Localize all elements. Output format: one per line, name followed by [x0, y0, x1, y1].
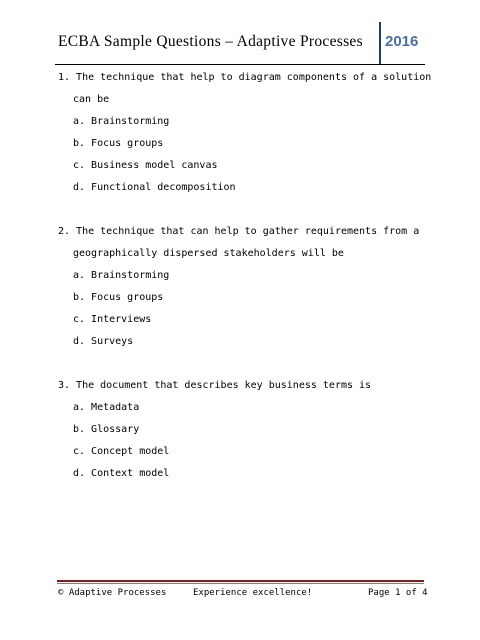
question-3-stem: 3. The document that describes key business terms is — [58, 380, 372, 391]
question-1-option-d: d. Functional decomposition — [73, 182, 236, 193]
footer-page-number: Page 1 of 4 — [368, 588, 428, 598]
question-3-option-b: b. Glossary — [73, 424, 140, 435]
question-1-option-c: c. Business model canvas — [73, 160, 218, 171]
question-2-option-a: a. Brainstorming — [73, 270, 170, 281]
question-2-option-d: d. Surveys — [73, 336, 134, 347]
question-2-option-b: b. Focus groups — [73, 292, 164, 303]
footer-rule — [57, 580, 424, 582]
footer-tagline: Experience excellence! — [193, 588, 313, 598]
footer-copyright: © Adaptive Processes — [58, 588, 167, 598]
page-header — [55, 22, 425, 65]
question-1-stem: 1. The technique that help to diagram components of a solution — [58, 72, 432, 83]
header-year: 2016 — [385, 33, 419, 50]
question-3-option-c: c. Concept model — [73, 446, 170, 457]
question-3-option-a: a. Metadata — [73, 402, 140, 413]
question-1-stem-cont: can be — [73, 94, 110, 105]
header-title: ECBA Sample Questions – Adaptive Processes — [58, 33, 363, 50]
header-separator — [379, 22, 381, 64]
question-2-stem: 2. The technique that can help to gather requirements from a — [58, 226, 420, 237]
question-1-option-a: a. Brainstorming — [73, 116, 170, 127]
question-2-stem-cont: geographically dispersed stakeholders will be — [73, 248, 344, 259]
question-1-option-b: b. Focus groups — [73, 138, 164, 149]
question-2-option-c: c. Interviews — [73, 314, 152, 325]
question-3-option-d: d. Context model — [73, 468, 170, 479]
footer-rule-thin — [57, 583, 424, 584]
